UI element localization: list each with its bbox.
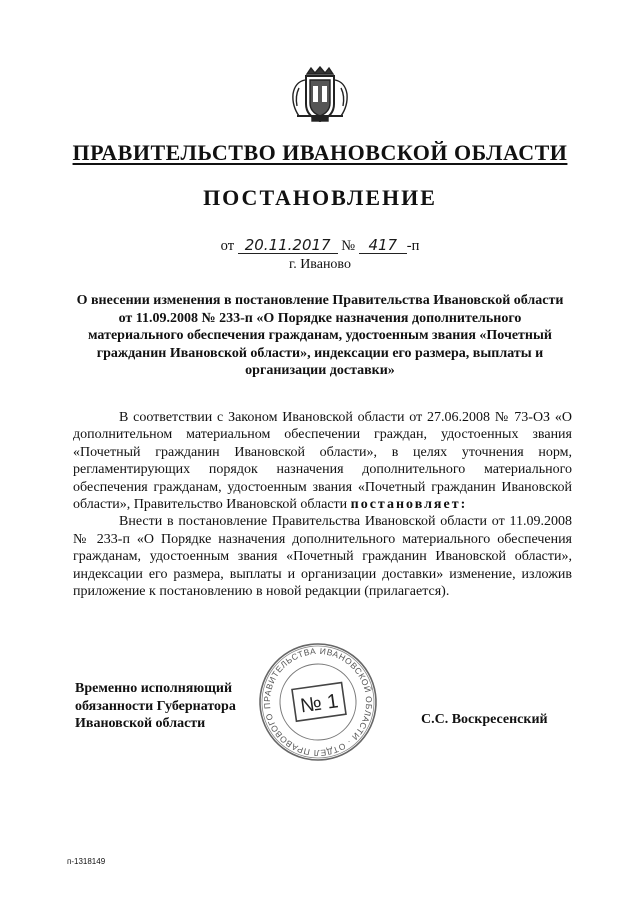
number-sign: №	[341, 238, 356, 254]
date-number-line	[0, 238, 640, 255]
document-date: 20.11.2017	[238, 238, 338, 254]
resolves-word: постановляет:	[350, 497, 468, 513]
coat-of-arms-emblem	[289, 66, 351, 124]
document-number: 417	[359, 238, 407, 254]
position-line: Временно исполняющий	[75, 681, 233, 696]
number-suffix: -п	[406, 238, 420, 254]
footer-serial: п-1318149	[67, 857, 106, 866]
document-body	[73, 409, 572, 600]
document-subject: О внесении изменения в постановление Правительства Ивановской области от 11.09.2008 № 233-п «О Порядке назначения дополнительного материального обеспечения гражданам, удостоенным звания «Почетный гражданин Ивановской области», индексации его размера, выплаты и организации доставки»	[76, 293, 564, 378]
signatory-name: С.С. Воскресенский	[421, 712, 548, 727]
city: г. Иваново	[289, 257, 351, 272]
document-type: ПОСТАНОВЛЕНИЕ	[203, 185, 437, 210]
body-paragraph-2: Внести в постановление Правительства Ивановской области от 11.09.2008 № 233-п «О Порядке назначения дополнительного материального обеспечения гражданам, удостоенным звания «Почетный гражданин Ивановской области», индексации его размера, выплаты и организации доставки» изменение, изложив приложение к постановлению в новой редакции (прилагается).	[73, 514, 572, 600]
organization-title: ПРАВИТЕЛЬСТВО ИВАНОВСКОЙ ОБЛАСТИ	[72, 140, 568, 165]
official-stamp	[256, 640, 380, 764]
preamble-text: В соответствии с Законом Ивановской области от 27.06.2008 № 73-ОЗ «О дополнительном материальном обеспечении граждан, удостоенных звания «Почетный гражданин Ивановской области», в целях уточнения норм, регламентирующих порядок назначения дополнительного материального обеспечения гражданам, удостоенным звания «Почетный гражданин Ивановской области», Правительство Ивановской области	[73, 410, 572, 513]
body-paragraph-1	[73, 409, 572, 513]
position-line: обязанности Губернатора	[75, 698, 236, 714]
stamp-ring-text: ПРАВИТЕЛЬСТВА ИВАНОВСКОЙ ОБЛАСТИ · ОТДЕЛ ПРАВОВОГО	[261, 645, 375, 759]
position-line: Ивановской области	[75, 716, 206, 731]
date-prefix: от	[220, 238, 235, 254]
signatory-position	[75, 680, 236, 733]
stamp-number: № 1	[298, 690, 340, 718]
